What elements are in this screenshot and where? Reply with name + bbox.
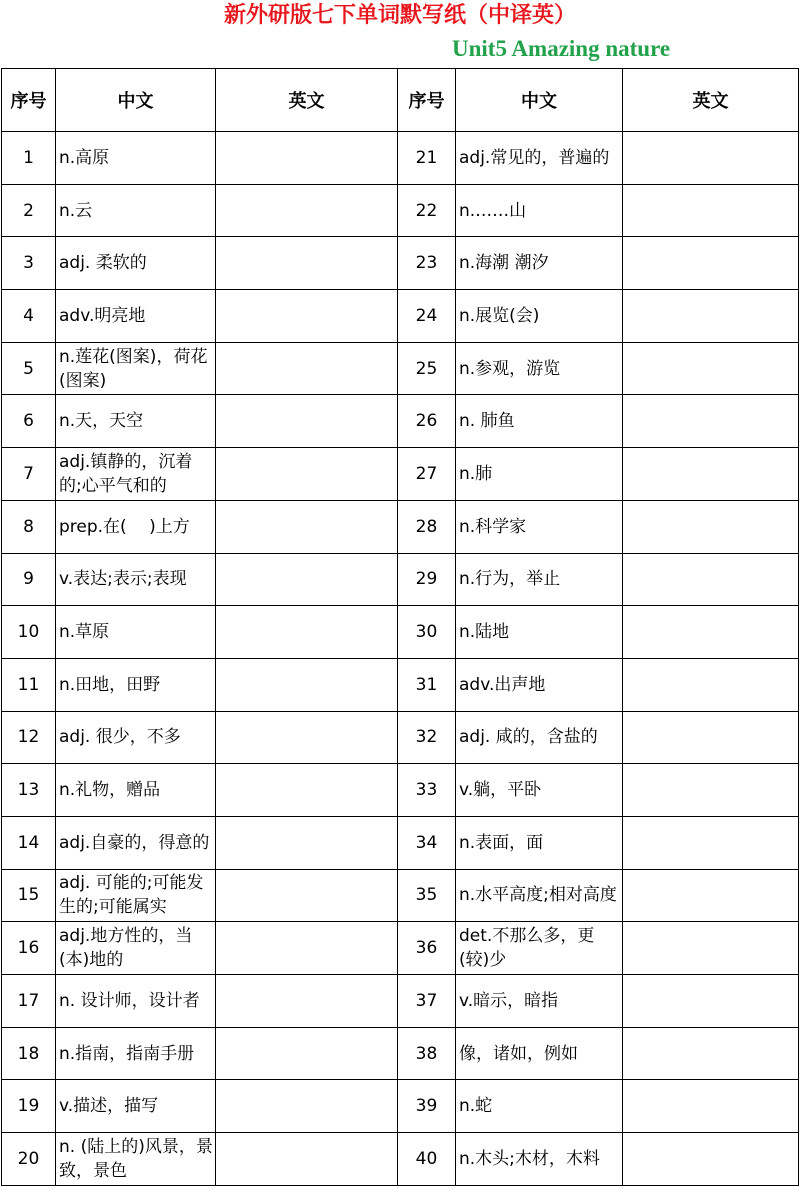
word-number-left: 14 [2, 816, 56, 869]
word-chinese-right: n.水平高度;相对高度 [456, 869, 623, 922]
english-answer-cell-left[interactable] [216, 975, 398, 1028]
english-answer-cell-left[interactable] [216, 395, 398, 448]
word-chinese-right: n.展览(会) [456, 290, 623, 343]
english-answer-cell-right[interactable] [623, 816, 799, 869]
english-answer-cell-left[interactable] [216, 184, 398, 237]
table-row [2, 816, 799, 869]
english-answer-cell-right[interactable] [623, 1027, 799, 1080]
word-chinese-left: prep.在( )上方 [56, 500, 216, 553]
table-row [2, 342, 799, 395]
word-chinese-right: v.暗示，暗指 [456, 975, 623, 1028]
word-chinese-left: n.高原 [56, 132, 216, 185]
word-number-left: 9 [2, 553, 56, 606]
word-number-right: 36 [398, 922, 456, 975]
word-number-left: 19 [2, 1080, 56, 1133]
english-answer-cell-left[interactable] [216, 290, 398, 343]
english-answer-cell-left[interactable] [216, 869, 398, 922]
word-number-right: 35 [398, 869, 456, 922]
word-chinese-left: adj. 柔软的 [56, 237, 216, 290]
english-answer-cell-right[interactable] [623, 922, 799, 975]
english-answer-cell-right[interactable] [623, 395, 799, 448]
table-row [2, 237, 799, 290]
english-answer-cell-right[interactable] [623, 764, 799, 817]
word-number-left: 2 [2, 184, 56, 237]
word-number-right: 24 [398, 290, 456, 343]
word-chinese-left: n. 设计师，设计者 [56, 975, 216, 1028]
word-number-right: 37 [398, 975, 456, 1028]
word-chinese-left: n.天，天空 [56, 395, 216, 448]
header-number-left: 序号 [2, 69, 56, 132]
word-number-left: 8 [2, 500, 56, 553]
english-answer-cell-left[interactable] [216, 500, 398, 553]
word-chinese-right: n.科学家 [456, 500, 623, 553]
english-answer-cell-left[interactable] [216, 1080, 398, 1133]
word-chinese-right: adv.出声地 [456, 658, 623, 711]
word-number-left: 5 [2, 342, 56, 395]
header-chinese-left: 中文 [56, 69, 216, 132]
english-answer-cell-left[interactable] [216, 658, 398, 711]
english-answer-cell-right[interactable] [623, 132, 799, 185]
word-number-right: 26 [398, 395, 456, 448]
word-number-right: 29 [398, 553, 456, 606]
english-answer-cell-right[interactable] [623, 711, 799, 764]
english-answer-cell-right[interactable] [623, 606, 799, 659]
word-number-left: 4 [2, 290, 56, 343]
word-number-left: 15 [2, 869, 56, 922]
table-row [2, 1027, 799, 1080]
word-chinese-right: v.躺，平卧 [456, 764, 623, 817]
table-row [2, 1080, 799, 1133]
table-row [2, 290, 799, 343]
english-answer-cell-right[interactable] [623, 1133, 799, 1186]
word-chinese-left: v.描述，描写 [56, 1080, 216, 1133]
word-chinese-right: det.不那么多，更(较)少 [456, 922, 623, 975]
word-chinese-right: n. 肺鱼 [456, 395, 623, 448]
english-answer-cell-left[interactable] [216, 1133, 398, 1186]
unit-subtitle: Unit5 Amazing nature [452, 36, 671, 61]
word-number-left: 3 [2, 237, 56, 290]
english-answer-cell-left[interactable] [216, 711, 398, 764]
word-number-left: 6 [2, 395, 56, 448]
table-row [2, 869, 799, 922]
english-answer-cell-right[interactable] [623, 342, 799, 395]
word-number-right: 30 [398, 606, 456, 659]
table-row [2, 658, 799, 711]
english-answer-cell-left[interactable] [216, 606, 398, 659]
word-number-left: 20 [2, 1133, 56, 1186]
word-chinese-left: n.云 [56, 184, 216, 237]
table-row [2, 500, 799, 553]
word-chinese-right: 像，诸如，例如 [456, 1027, 623, 1080]
english-answer-cell-left[interactable] [216, 816, 398, 869]
word-chinese-right: n.海潮 潮汐 [456, 237, 623, 290]
word-chinese-right: n.……山 [456, 184, 623, 237]
vocabulary-table [1, 68, 799, 1186]
word-number-right: 34 [398, 816, 456, 869]
word-chinese-left: adj.自豪的，得意的 [56, 816, 216, 869]
word-number-left: 18 [2, 1027, 56, 1080]
table-row [2, 395, 799, 448]
english-answer-cell-left[interactable] [216, 132, 398, 185]
word-chinese-right: adj.常见的，普遍的 [456, 132, 623, 185]
word-number-left: 17 [2, 975, 56, 1028]
table-row [2, 975, 799, 1028]
word-number-left: 7 [2, 448, 56, 501]
word-number-left: 16 [2, 922, 56, 975]
header-number-right: 序号 [398, 69, 456, 132]
word-number-left: 10 [2, 606, 56, 659]
word-chinese-right: adj. 咸的，含盐的 [456, 711, 623, 764]
english-answer-cell-right[interactable] [623, 237, 799, 290]
english-answer-cell-left[interactable] [216, 922, 398, 975]
english-answer-cell-left[interactable] [216, 1027, 398, 1080]
page-title: 新外研版七下单词默写纸（中译英） [223, 3, 576, 28]
table-row [2, 711, 799, 764]
word-number-left: 11 [2, 658, 56, 711]
table-header-row [2, 69, 799, 132]
word-number-right: 38 [398, 1027, 456, 1080]
word-chinese-right: n.蛇 [456, 1080, 623, 1133]
word-chinese-left: n.草原 [56, 606, 216, 659]
table-row [2, 1133, 799, 1186]
word-chinese-left: adj.镇静的，沉着的;心平气和的 [56, 448, 216, 501]
header-chinese-right: 中文 [456, 69, 623, 132]
word-chinese-right: n.参观，游览 [456, 342, 623, 395]
table-row [2, 448, 799, 501]
english-answer-cell-left[interactable] [216, 342, 398, 395]
english-answer-cell-left[interactable] [216, 764, 398, 817]
table-row [2, 132, 799, 185]
english-answer-cell-right[interactable] [623, 658, 799, 711]
table-row [2, 184, 799, 237]
word-chinese-left: n.礼物，赠品 [56, 764, 216, 817]
word-number-right: 21 [398, 132, 456, 185]
word-chinese-left: v.表达;表示;表现 [56, 553, 216, 606]
english-answer-cell-right[interactable] [623, 1080, 799, 1133]
word-number-left: 12 [2, 711, 56, 764]
word-chinese-right: n.木头;木材，木料 [456, 1133, 623, 1186]
word-chinese-right: n.行为，举止 [456, 553, 623, 606]
word-number-right: 28 [398, 500, 456, 553]
word-chinese-right: n.肺 [456, 448, 623, 501]
word-chinese-left: n.田地，田野 [56, 658, 216, 711]
word-number-right: 33 [398, 764, 456, 817]
word-number-left: 1 [2, 132, 56, 185]
english-answer-cell-right[interactable] [623, 975, 799, 1028]
word-number-right: 40 [398, 1133, 456, 1186]
word-number-right: 25 [398, 342, 456, 395]
word-chinese-left: adj. 很少，不多 [56, 711, 216, 764]
vocabulary-rows [2, 132, 799, 1186]
english-answer-cell-left[interactable] [216, 553, 398, 606]
word-number-right: 27 [398, 448, 456, 501]
english-answer-cell-right[interactable] [623, 500, 799, 553]
word-chinese-left: adj. 可能的;可能发生的;可能属实 [56, 869, 216, 922]
english-answer-cell-right[interactable] [623, 869, 799, 922]
word-number-right: 39 [398, 1080, 456, 1133]
table-row [2, 922, 799, 975]
word-number-right: 32 [398, 711, 456, 764]
header-english-right: 英文 [623, 69, 799, 132]
english-answer-cell-right[interactable] [623, 553, 799, 606]
word-number-left: 13 [2, 764, 56, 817]
table-row [2, 606, 799, 659]
word-number-right: 23 [398, 237, 456, 290]
word-chinese-right: n.陆地 [456, 606, 623, 659]
word-chinese-left: n.指南，指南手册 [56, 1027, 216, 1080]
english-answer-cell-right[interactable] [623, 290, 799, 343]
english-answer-cell-right[interactable] [623, 448, 799, 501]
table-row [2, 764, 799, 817]
word-number-right: 22 [398, 184, 456, 237]
english-answer-cell-right[interactable] [623, 184, 799, 237]
word-chinese-right: n.表面，面 [456, 816, 623, 869]
english-answer-cell-left[interactable] [216, 237, 398, 290]
word-chinese-left: n.莲花(图案)，荷花(图案) [56, 342, 216, 395]
word-chinese-left: n. (陆上的)风景，景致，景色 [56, 1133, 216, 1186]
header-english-left: 英文 [216, 69, 398, 132]
word-chinese-left: adj.地方性的，当(本)地的 [56, 922, 216, 975]
english-answer-cell-left[interactable] [216, 448, 398, 501]
word-chinese-left: adv.明亮地 [56, 290, 216, 343]
word-number-right: 31 [398, 658, 456, 711]
table-row [2, 553, 799, 606]
